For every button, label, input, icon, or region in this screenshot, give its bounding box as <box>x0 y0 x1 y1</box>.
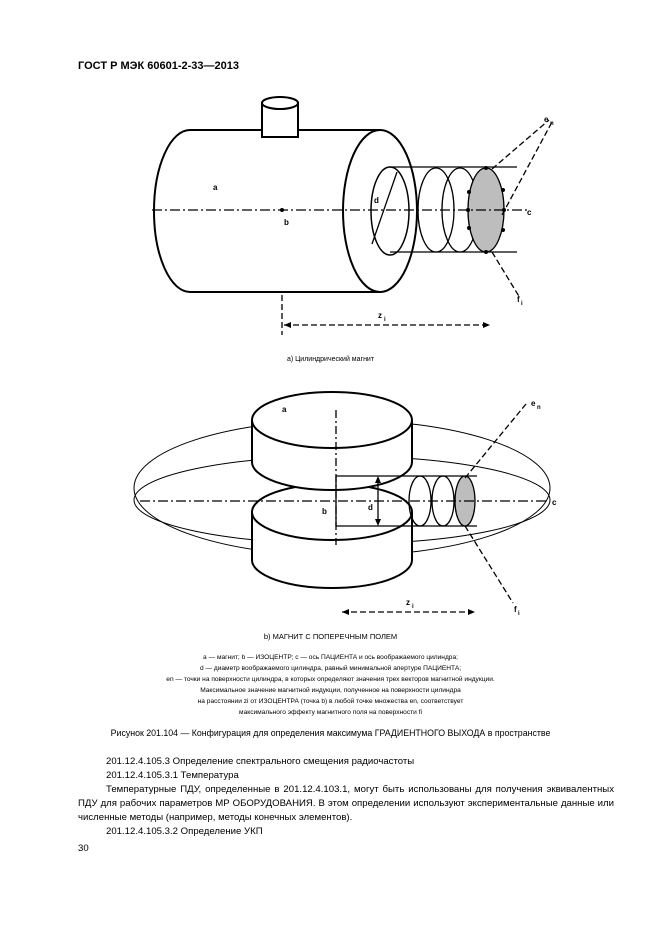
magnet-body-outline <box>190 130 380 292</box>
legend-line: a — магнит; b — ИЗОЦЕНТР; c — ось ПАЦИЕНТА и ось воображаемого цилиндра; <box>203 654 458 661</box>
label-z-i: i <box>384 317 386 323</box>
label-z: z <box>378 311 382 320</box>
z-arrow-right <box>468 609 475 615</box>
label-n: n <box>537 405 541 411</box>
label-c: c <box>552 498 557 507</box>
label-d: d <box>374 196 379 205</box>
subsection-heading: 201.12.4.105.3.2 Определение УКП <box>106 826 263 837</box>
surface-point <box>501 228 505 232</box>
surface-point <box>484 250 488 254</box>
label-e: e <box>531 399 536 408</box>
upper-pole-top <box>252 392 412 448</box>
document-header: ГОСТ Р МЭК 60601-2-33—2013 <box>78 60 239 72</box>
en-pointer <box>492 120 549 169</box>
isocenter-point <box>280 208 284 212</box>
label-e: e <box>544 115 549 124</box>
z-arrow-left <box>284 322 291 328</box>
label-a: a <box>213 183 218 192</box>
paragraph: Температурные ПДУ, определенные в 201.12.4.103.1, могут быть использованы для получения эквивалентных ПДУ для рабочих параметров МР ОБОРУДОВАНИЯ. В этом определении используют экспериментальные данные или численные методы (например, методы конечных элементов). <box>78 784 614 823</box>
legend-line: на расстоянии zi от ИЗОЦЕНТРА (точка b) в любой точке множества en, соответствует <box>197 698 464 705</box>
figure-cylindrical-magnet <box>0 90 661 350</box>
label-b: b <box>322 507 327 516</box>
legend-line: максимального эффекту магнитного поля на поверхности fi <box>239 709 422 716</box>
label-z-i: i <box>412 604 414 610</box>
surface-point <box>501 188 505 192</box>
surface-point <box>484 166 488 170</box>
magnet-front-face <box>343 130 417 292</box>
label-f: f <box>514 605 517 614</box>
label-z: z <box>406 598 410 607</box>
legend-line: en — точки на поверхности цилиндра, в которых определяют значения трех векторов магнитной индукции. <box>166 676 495 683</box>
caption-b: b) МАГНИТ С ПОПЕРЕЧНЫМ ПОЛЕМ <box>263 632 398 641</box>
z-arrow-right <box>483 322 490 328</box>
z-arrow-left <box>342 609 349 615</box>
figure-caption: Рисунок 201.104 — Конфигурация для определения максимума ГРАДИЕНТНОГО ВЫХОДА в пространстве <box>110 728 551 738</box>
label-d: d <box>368 503 373 512</box>
surface-point <box>467 226 471 230</box>
label-a: a <box>282 405 287 414</box>
label-n: n <box>550 121 554 127</box>
label-i: i <box>521 301 523 307</box>
label-f: f <box>517 295 520 304</box>
en-pointer <box>465 404 526 478</box>
section-heading: 201.12.4.105.3 Определение спектрального смещения радиочастоты <box>106 756 415 767</box>
surface-point <box>502 208 506 212</box>
caption-a: а) Цилиндрический магнит <box>286 356 375 363</box>
fi-pointer <box>492 252 520 298</box>
subsection-heading: 201.12.4.105.3.1 Температура <box>106 770 239 781</box>
legend-line: Максимальное значение магнитной индукции, полученное на поверхности цилиндра <box>200 687 461 694</box>
figure-transverse-magnet <box>0 375 661 630</box>
legend-line: d — диаметр воображаемого цилиндра, равный минимальной апертуре ПАЦИЕНТА; <box>199 665 462 672</box>
fi-pointer <box>465 526 513 603</box>
en-pointer-2 <box>502 122 552 215</box>
label-b: b <box>284 218 289 227</box>
label-c: c <box>527 208 532 217</box>
magnet-bore <box>371 167 409 255</box>
body-text <box>78 755 614 839</box>
surface-point <box>467 190 471 194</box>
figure-legend <box>0 652 661 718</box>
page-number: 30 <box>78 843 89 854</box>
magnet-back-arc <box>154 130 190 292</box>
lower-pole <box>252 512 412 588</box>
surface-point <box>466 208 470 212</box>
label-i: i <box>518 611 520 617</box>
magnet-top-stub-cap <box>262 97 298 109</box>
